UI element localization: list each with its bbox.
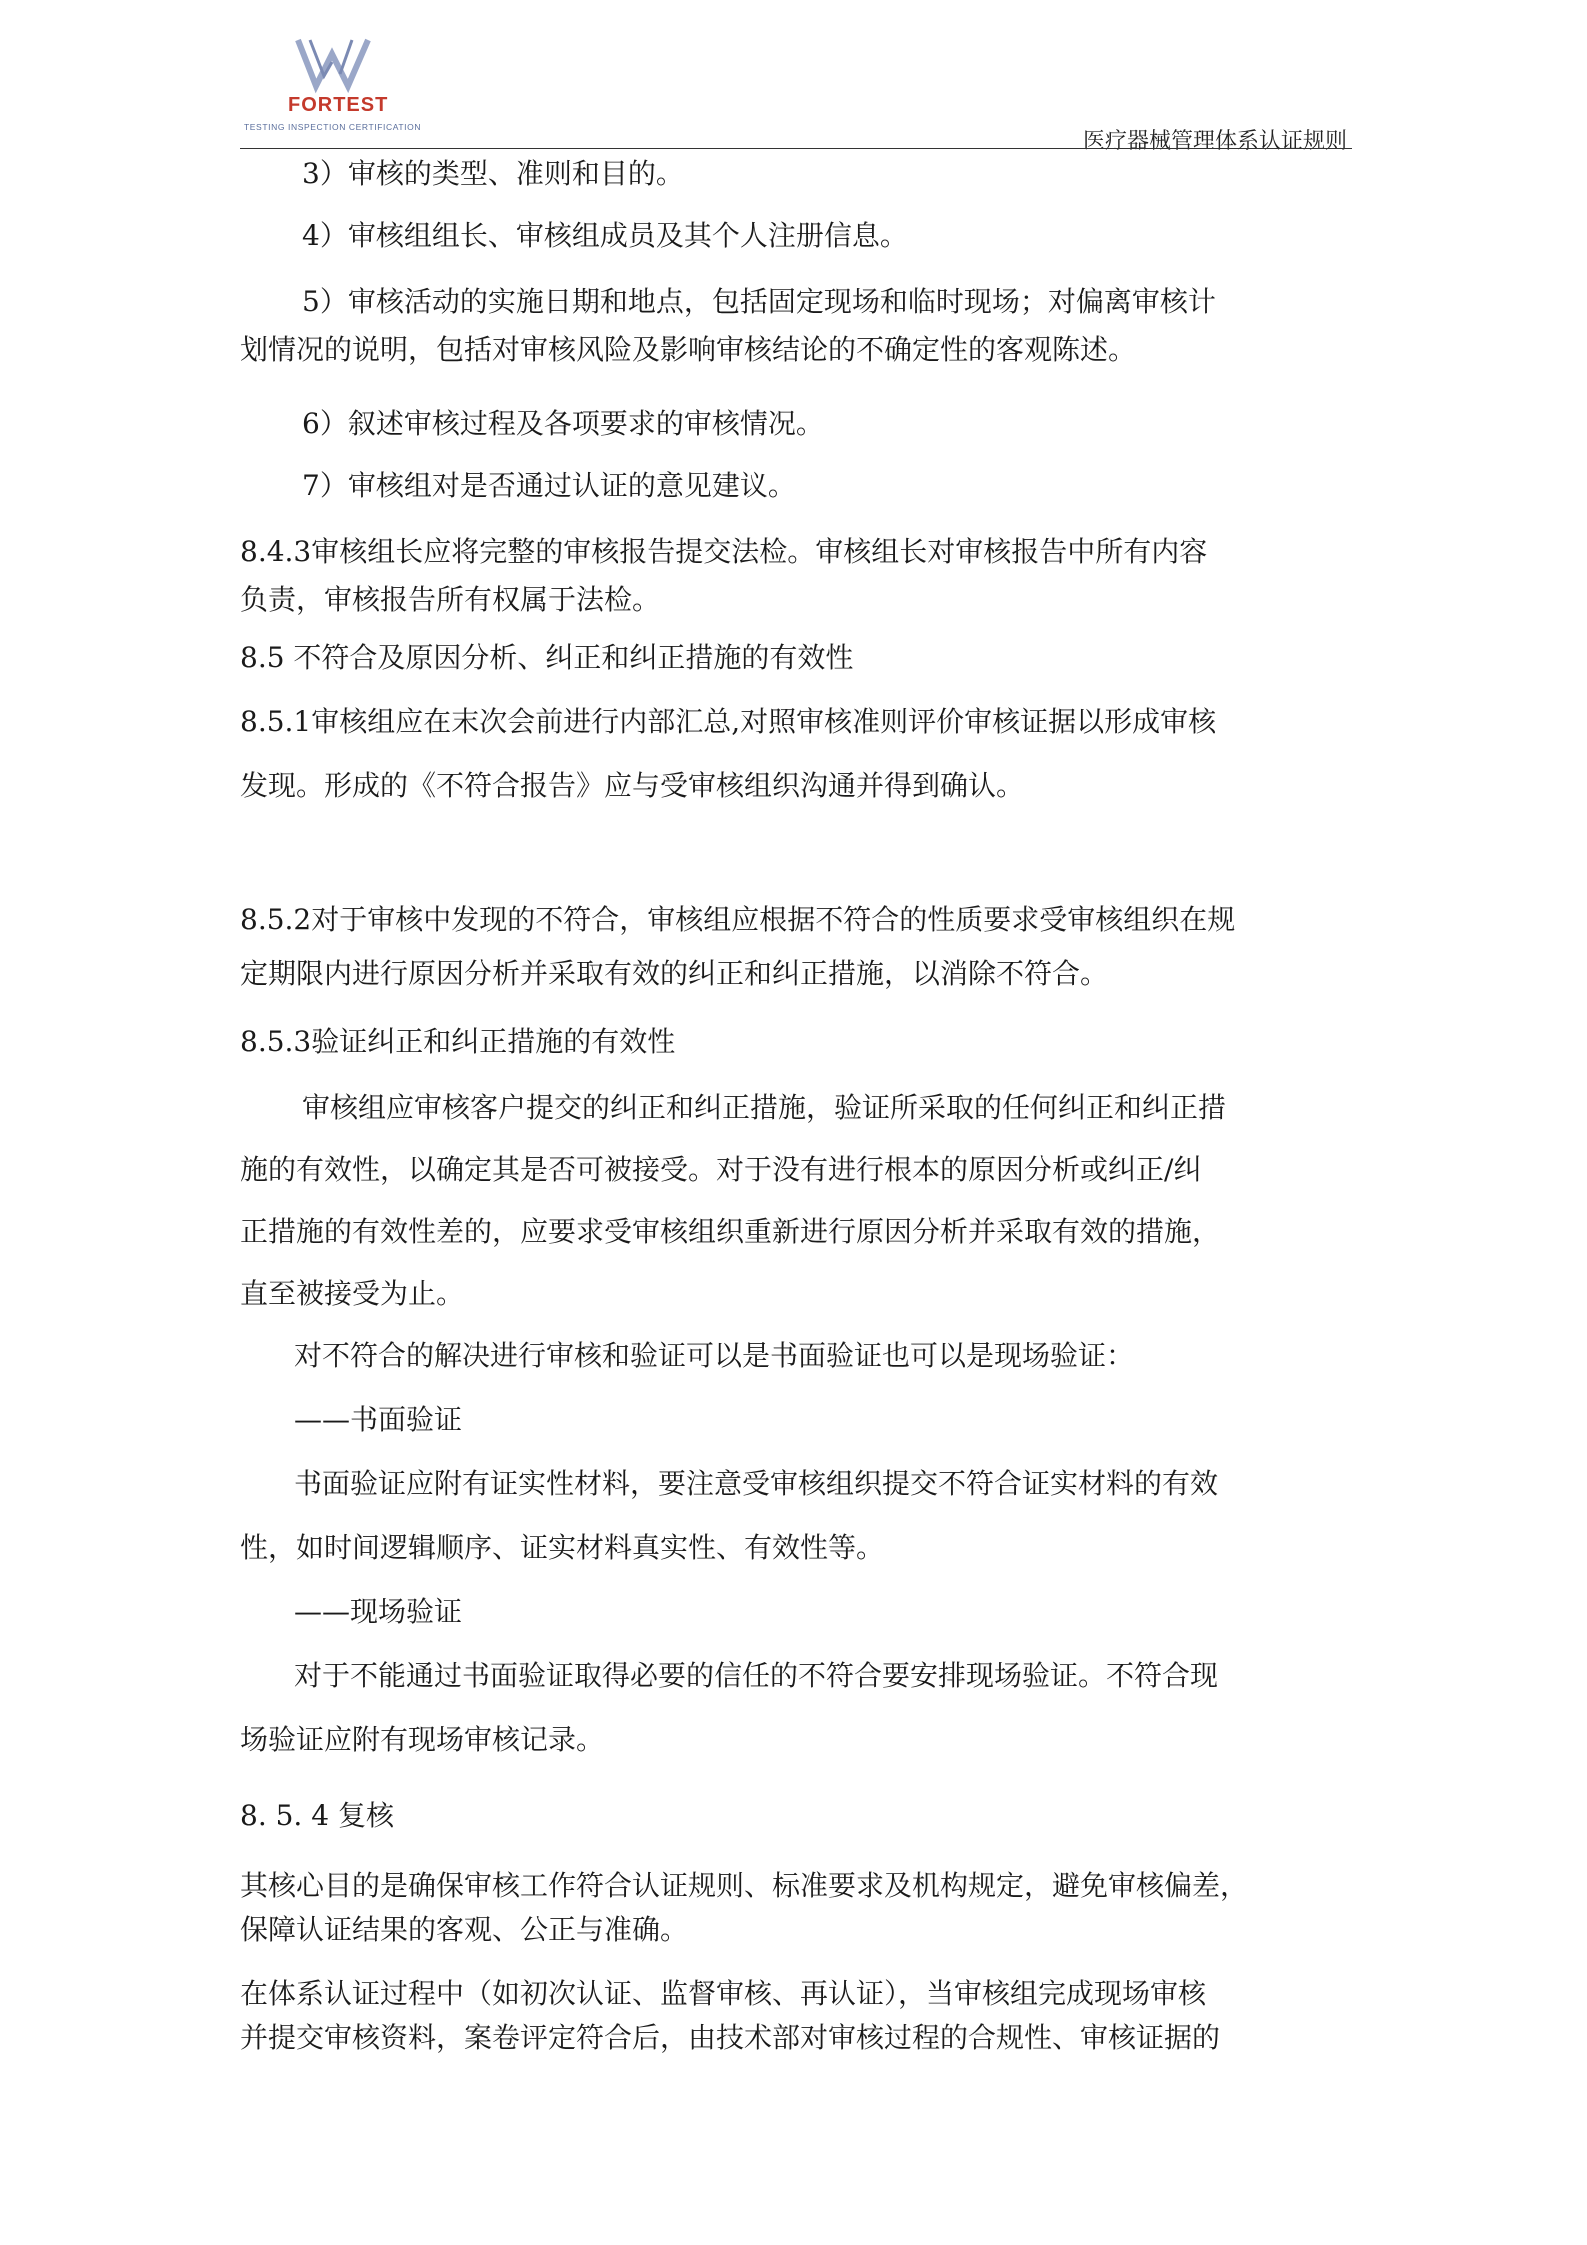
w-mark-icon (240, 36, 450, 96)
para-8-5-4-a-line-1: 其核心目的是确保审核工作符合认证规则、标准要求及机构规定，避免审核偏差， (240, 1869, 1249, 1902)
logo-wordmark: FORTEST (288, 94, 389, 116)
list-item-3: 3）审核的类型、准则和目的。 (302, 157, 684, 190)
section-8-4-3-line-1: 8.4.3审核组长应将完整的审核报告提交法检。审核组长对审核报告中所有内容 (240, 535, 1208, 568)
para-8-5-3-d-line-1: 对于不能通过书面验证取得必要的信任的不符合要安排现场验证。不符合现 (294, 1659, 1219, 1692)
para-8-5-3-d-line-2: 场验证应附有现场审核记录。 (240, 1723, 605, 1756)
para-8-5-3-c-line-2: 性，如时间逻辑顺序、证实材料真实性、有效性等。 (240, 1531, 885, 1564)
para-8-5-3-a-line-3: 正措施的有效性差的，应要求受审核组织重新进行原因分析并采取有效的措施， (240, 1215, 1221, 1248)
para-8-5-4-b-line-1: 在体系认证过程中（如初次认证、监督审核、再认证），当审核组完成现场审核 (240, 1977, 1207, 2010)
section-8-5-heading: 8.5 不符合及原因分析、纠正和纠正措施的有效性 (240, 641, 854, 674)
list-item-4: 4）审核组组长、审核组成员及其个人注册信息。 (302, 219, 908, 252)
para-8-5-3-a-line-4: 直至被接受为止。 (240, 1277, 465, 1310)
section-8-5-2-line-2: 定期限内进行原因分析并采取有效的纠正和纠正措施，以消除不符合。 (240, 957, 1109, 990)
dash-item-onsite-verification: ——现场验证 (294, 1595, 463, 1628)
para-8-5-3-a-line-1: 审核组应审核客户提交的纠正和纠正措施，验证所采取的任何纠正和纠正措 (302, 1091, 1227, 1124)
section-8-5-1-line-2: 发现。形成的《不符合报告》应与受审核组织沟通并得到确认。 (240, 769, 1025, 802)
list-item-5-line-2: 划情况的说明，包括对审核风险及影响审核结论的不确定性的客观陈述。 (240, 333, 1137, 366)
header-divider (240, 148, 1352, 149)
section-8-5-3-heading: 8.5.3验证纠正和纠正措施的有效性 (240, 1025, 676, 1058)
list-item-5-line-1: 5）审核活动的实施日期和地点，包括固定现场和临时现场；对偏离审核计 (302, 285, 1216, 318)
para-8-5-3-c-line-1: 书面验证应附有证实性材料，要注意受审核组织提交不符合证实材料的有效 (294, 1467, 1219, 1500)
logo-tagline: TESTING INSPECTION CERTIFICATION (244, 122, 422, 132)
section-8-5-2-line-1: 8.5.2对于审核中发现的不符合，审核组应根据不符合的性质要求受审核组织在规 (240, 903, 1236, 936)
para-8-5-4-a-line-2: 保障认证结果的客观、公正与准确。 (240, 1913, 689, 1946)
para-8-5-4-b-line-2: 并提交审核资料，案卷评定符合后，由技术部对审核过程的合规性、审核证据的 (240, 2021, 1221, 2054)
para-8-5-3-a-line-2: 施的有效性，以确定其是否可被接受。对于没有进行根本的原因分析或纠正/纠 (240, 1153, 1202, 1186)
section-8-5-1-line-1: 8.5.1审核组应在末次会前进行内部汇总,对照审核准则评价审核证据以形成审核 (240, 705, 1217, 738)
section-8-5-4-heading: 8. 5. 4 复核 (240, 1799, 394, 1832)
document-title: 医疗器械管理体系认证规则 (1082, 129, 1347, 154)
company-logo (240, 36, 450, 136)
dash-item-written-verification: ——书面验证 (294, 1403, 463, 1436)
list-item-6: 6）叙述审核过程及各项要求的审核情况。 (302, 407, 824, 440)
para-8-5-3-b: 对不符合的解决进行审核和验证可以是书面验证也可以是现场验证： (294, 1339, 1135, 1372)
list-item-7: 7）审核组对是否通过认证的意见建议。 (302, 469, 796, 502)
section-8-4-3-line-2: 负责，审核报告所有权属于法检。 (240, 583, 661, 616)
